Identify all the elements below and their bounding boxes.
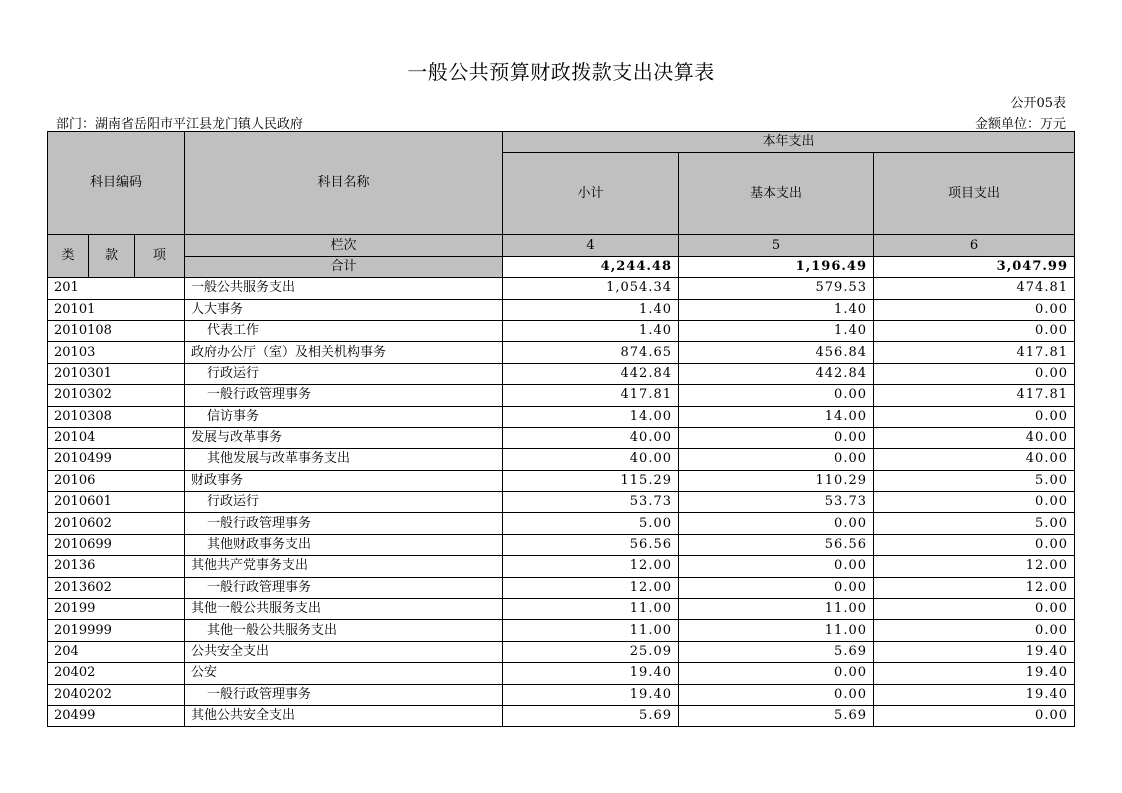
table-row (48, 599, 1075, 620)
row-code: 201 (48, 278, 185, 299)
row-name: 一般行政管理事务 (185, 684, 503, 705)
row-subtotal: 11.00 (503, 620, 679, 641)
table-row (48, 684, 1075, 705)
table-row (48, 620, 1075, 641)
row-name: 一般行政管理事务 (185, 577, 503, 598)
row-basic: 0.00 (679, 684, 874, 705)
row-code: 2010301 (48, 363, 185, 384)
row-basic: 579.53 (679, 278, 874, 299)
page-title: 一般公共预算财政拨款支出决算表 (407, 60, 715, 84)
row-basic: 11.00 (679, 620, 874, 641)
row-subtotal: 56.56 (503, 534, 679, 555)
total-basic: 1,196.49 (679, 256, 874, 277)
table-row (48, 299, 1075, 320)
row-name: 其他公共安全支出 (185, 705, 503, 726)
row-code: 2010308 (48, 406, 185, 427)
header-kuan: 款 (89, 235, 135, 278)
row-code: 2010699 (48, 534, 185, 555)
table-row (48, 406, 1075, 427)
row-project: 19.40 (874, 663, 1075, 684)
row-project: 19.40 (874, 641, 1075, 662)
row-basic: 14.00 (679, 406, 874, 427)
table-row (48, 320, 1075, 341)
row-subtotal: 19.40 (503, 663, 679, 684)
row-name: 人大事务 (185, 299, 503, 320)
row-project: 5.00 (874, 513, 1075, 534)
row-subtotal: 874.65 (503, 342, 679, 363)
row-basic: 442.84 (679, 363, 874, 384)
row-project: 5.00 (874, 470, 1075, 491)
total-subtotal: 4,244.48 (503, 256, 679, 277)
table-row (48, 363, 1075, 384)
row-subtotal: 417.81 (503, 385, 679, 406)
header-col5: 5 (679, 235, 874, 256)
table-row (48, 705, 1075, 726)
row-code: 2010302 (48, 385, 185, 406)
row-project: 417.81 (874, 385, 1075, 406)
header-subject-name: 科目名称 (185, 132, 503, 235)
row-code: 20499 (48, 705, 185, 726)
row-code: 2013602 (48, 577, 185, 598)
row-subtotal: 115.29 (503, 470, 679, 491)
row-name: 信访事务 (185, 406, 503, 427)
row-subtotal: 11.00 (503, 599, 679, 620)
table-row (48, 427, 1075, 448)
header-subject-code: 科目编码 (48, 132, 185, 235)
row-name: 其他一般公共服务支出 (185, 620, 503, 641)
row-subtotal: 40.00 (503, 427, 679, 448)
row-subtotal: 1.40 (503, 299, 679, 320)
row-name: 一般公共服务支出 (185, 278, 503, 299)
row-name: 公安 (185, 663, 503, 684)
row-subtotal: 25.09 (503, 641, 679, 662)
row-subtotal: 53.73 (503, 492, 679, 513)
row-subtotal: 14.00 (503, 406, 679, 427)
row-name: 财政事务 (185, 470, 503, 491)
row-project: 0.00 (874, 299, 1075, 320)
row-code: 2010601 (48, 492, 185, 513)
row-project: 12.00 (874, 556, 1075, 577)
row-name: 其他发展与改革事务支出 (185, 449, 503, 470)
table-row (48, 641, 1075, 662)
header-column-no: 栏次 (185, 235, 503, 256)
row-project: 0.00 (874, 406, 1075, 427)
row-name: 行政运行 (185, 363, 503, 384)
header-subtotal: 小计 (503, 153, 679, 235)
row-code: 2010108 (48, 320, 185, 341)
form-number: 公开05表 (1010, 96, 1066, 111)
row-name: 其他共产党事务支出 (185, 556, 503, 577)
row-code: 2019999 (48, 620, 185, 641)
row-code: 20136 (48, 556, 185, 577)
expenditure-table (47, 131, 1075, 727)
department-label: 部门：湖南省岳阳市平江县龙门镇人民政府 (56, 117, 304, 132)
row-basic: 53.73 (679, 492, 874, 513)
header-project: 项目支出 (874, 153, 1075, 235)
row-subtotal: 40.00 (503, 449, 679, 470)
row-subtotal: 12.00 (503, 556, 679, 577)
row-project: 0.00 (874, 534, 1075, 555)
table-row (48, 556, 1075, 577)
row-basic: 1.40 (679, 299, 874, 320)
row-project: 0.00 (874, 705, 1075, 726)
row-subtotal: 5.69 (503, 705, 679, 726)
row-code: 204 (48, 641, 185, 662)
row-name: 政府办公厅（室）及相关机构事务 (185, 342, 503, 363)
row-project: 417.81 (874, 342, 1075, 363)
row-basic: 5.69 (679, 641, 874, 662)
row-name: 一般行政管理事务 (185, 385, 503, 406)
row-name: 发展与改革事务 (185, 427, 503, 448)
row-name: 一般行政管理事务 (185, 513, 503, 534)
row-basic: 56.56 (679, 534, 874, 555)
row-code: 20402 (48, 663, 185, 684)
header-current-year: 本年支出 (503, 132, 1075, 153)
row-basic: 0.00 (679, 449, 874, 470)
row-name: 其他一般公共服务支出 (185, 599, 503, 620)
row-code: 2040202 (48, 684, 185, 705)
header-col6: 6 (874, 235, 1075, 256)
row-subtotal: 1.40 (503, 320, 679, 341)
header-col4: 4 (503, 235, 679, 256)
row-basic: 1.40 (679, 320, 874, 341)
table-row (48, 663, 1075, 684)
row-code: 20104 (48, 427, 185, 448)
row-project: 0.00 (874, 320, 1075, 341)
row-subtotal: 1,054.34 (503, 278, 679, 299)
row-subtotal: 12.00 (503, 577, 679, 598)
row-basic: 0.00 (679, 577, 874, 598)
row-basic: 110.29 (679, 470, 874, 491)
row-code: 2010602 (48, 513, 185, 534)
row-project: 40.00 (874, 449, 1075, 470)
row-code: 20103 (48, 342, 185, 363)
row-subtotal: 19.40 (503, 684, 679, 705)
row-project: 19.40 (874, 684, 1075, 705)
row-project: 474.81 (874, 278, 1075, 299)
row-code: 20106 (48, 470, 185, 491)
total-label: 合计 (185, 256, 503, 277)
row-project: 40.00 (874, 427, 1075, 448)
table-row (48, 577, 1075, 598)
table-row (48, 449, 1075, 470)
row-basic: 0.00 (679, 556, 874, 577)
row-project: 0.00 (874, 363, 1075, 384)
row-subtotal: 442.84 (503, 363, 679, 384)
row-code: 20101 (48, 299, 185, 320)
table-row (48, 492, 1075, 513)
row-project: 0.00 (874, 599, 1075, 620)
header-basic: 基本支出 (679, 153, 874, 235)
row-name: 行政运行 (185, 492, 503, 513)
total-project: 3,047.99 (874, 256, 1075, 277)
row-basic: 456.84 (679, 342, 874, 363)
table-row (48, 470, 1075, 491)
row-basic: 0.00 (679, 513, 874, 534)
table-row (48, 342, 1075, 363)
row-subtotal: 5.00 (503, 513, 679, 534)
row-name: 其他财政事务支出 (185, 534, 503, 555)
header-lei: 类 (48, 235, 89, 278)
table-row (48, 278, 1075, 299)
header-xiang: 项 (135, 235, 185, 278)
row-project: 12.00 (874, 577, 1075, 598)
row-project: 0.00 (874, 492, 1075, 513)
row-basic: 0.00 (679, 385, 874, 406)
row-basic: 0.00 (679, 663, 874, 684)
row-basic: 0.00 (679, 427, 874, 448)
table-row (48, 534, 1075, 555)
row-project: 0.00 (874, 620, 1075, 641)
row-basic: 5.69 (679, 705, 874, 726)
row-code: 20199 (48, 599, 185, 620)
row-name: 公共安全支出 (185, 641, 503, 662)
table-row (48, 513, 1075, 534)
table-row (48, 385, 1075, 406)
unit-label: 金额单位：万元 (974, 117, 1066, 132)
row-name: 代表工作 (185, 320, 503, 341)
row-code: 2010499 (48, 449, 185, 470)
row-basic: 11.00 (679, 599, 874, 620)
